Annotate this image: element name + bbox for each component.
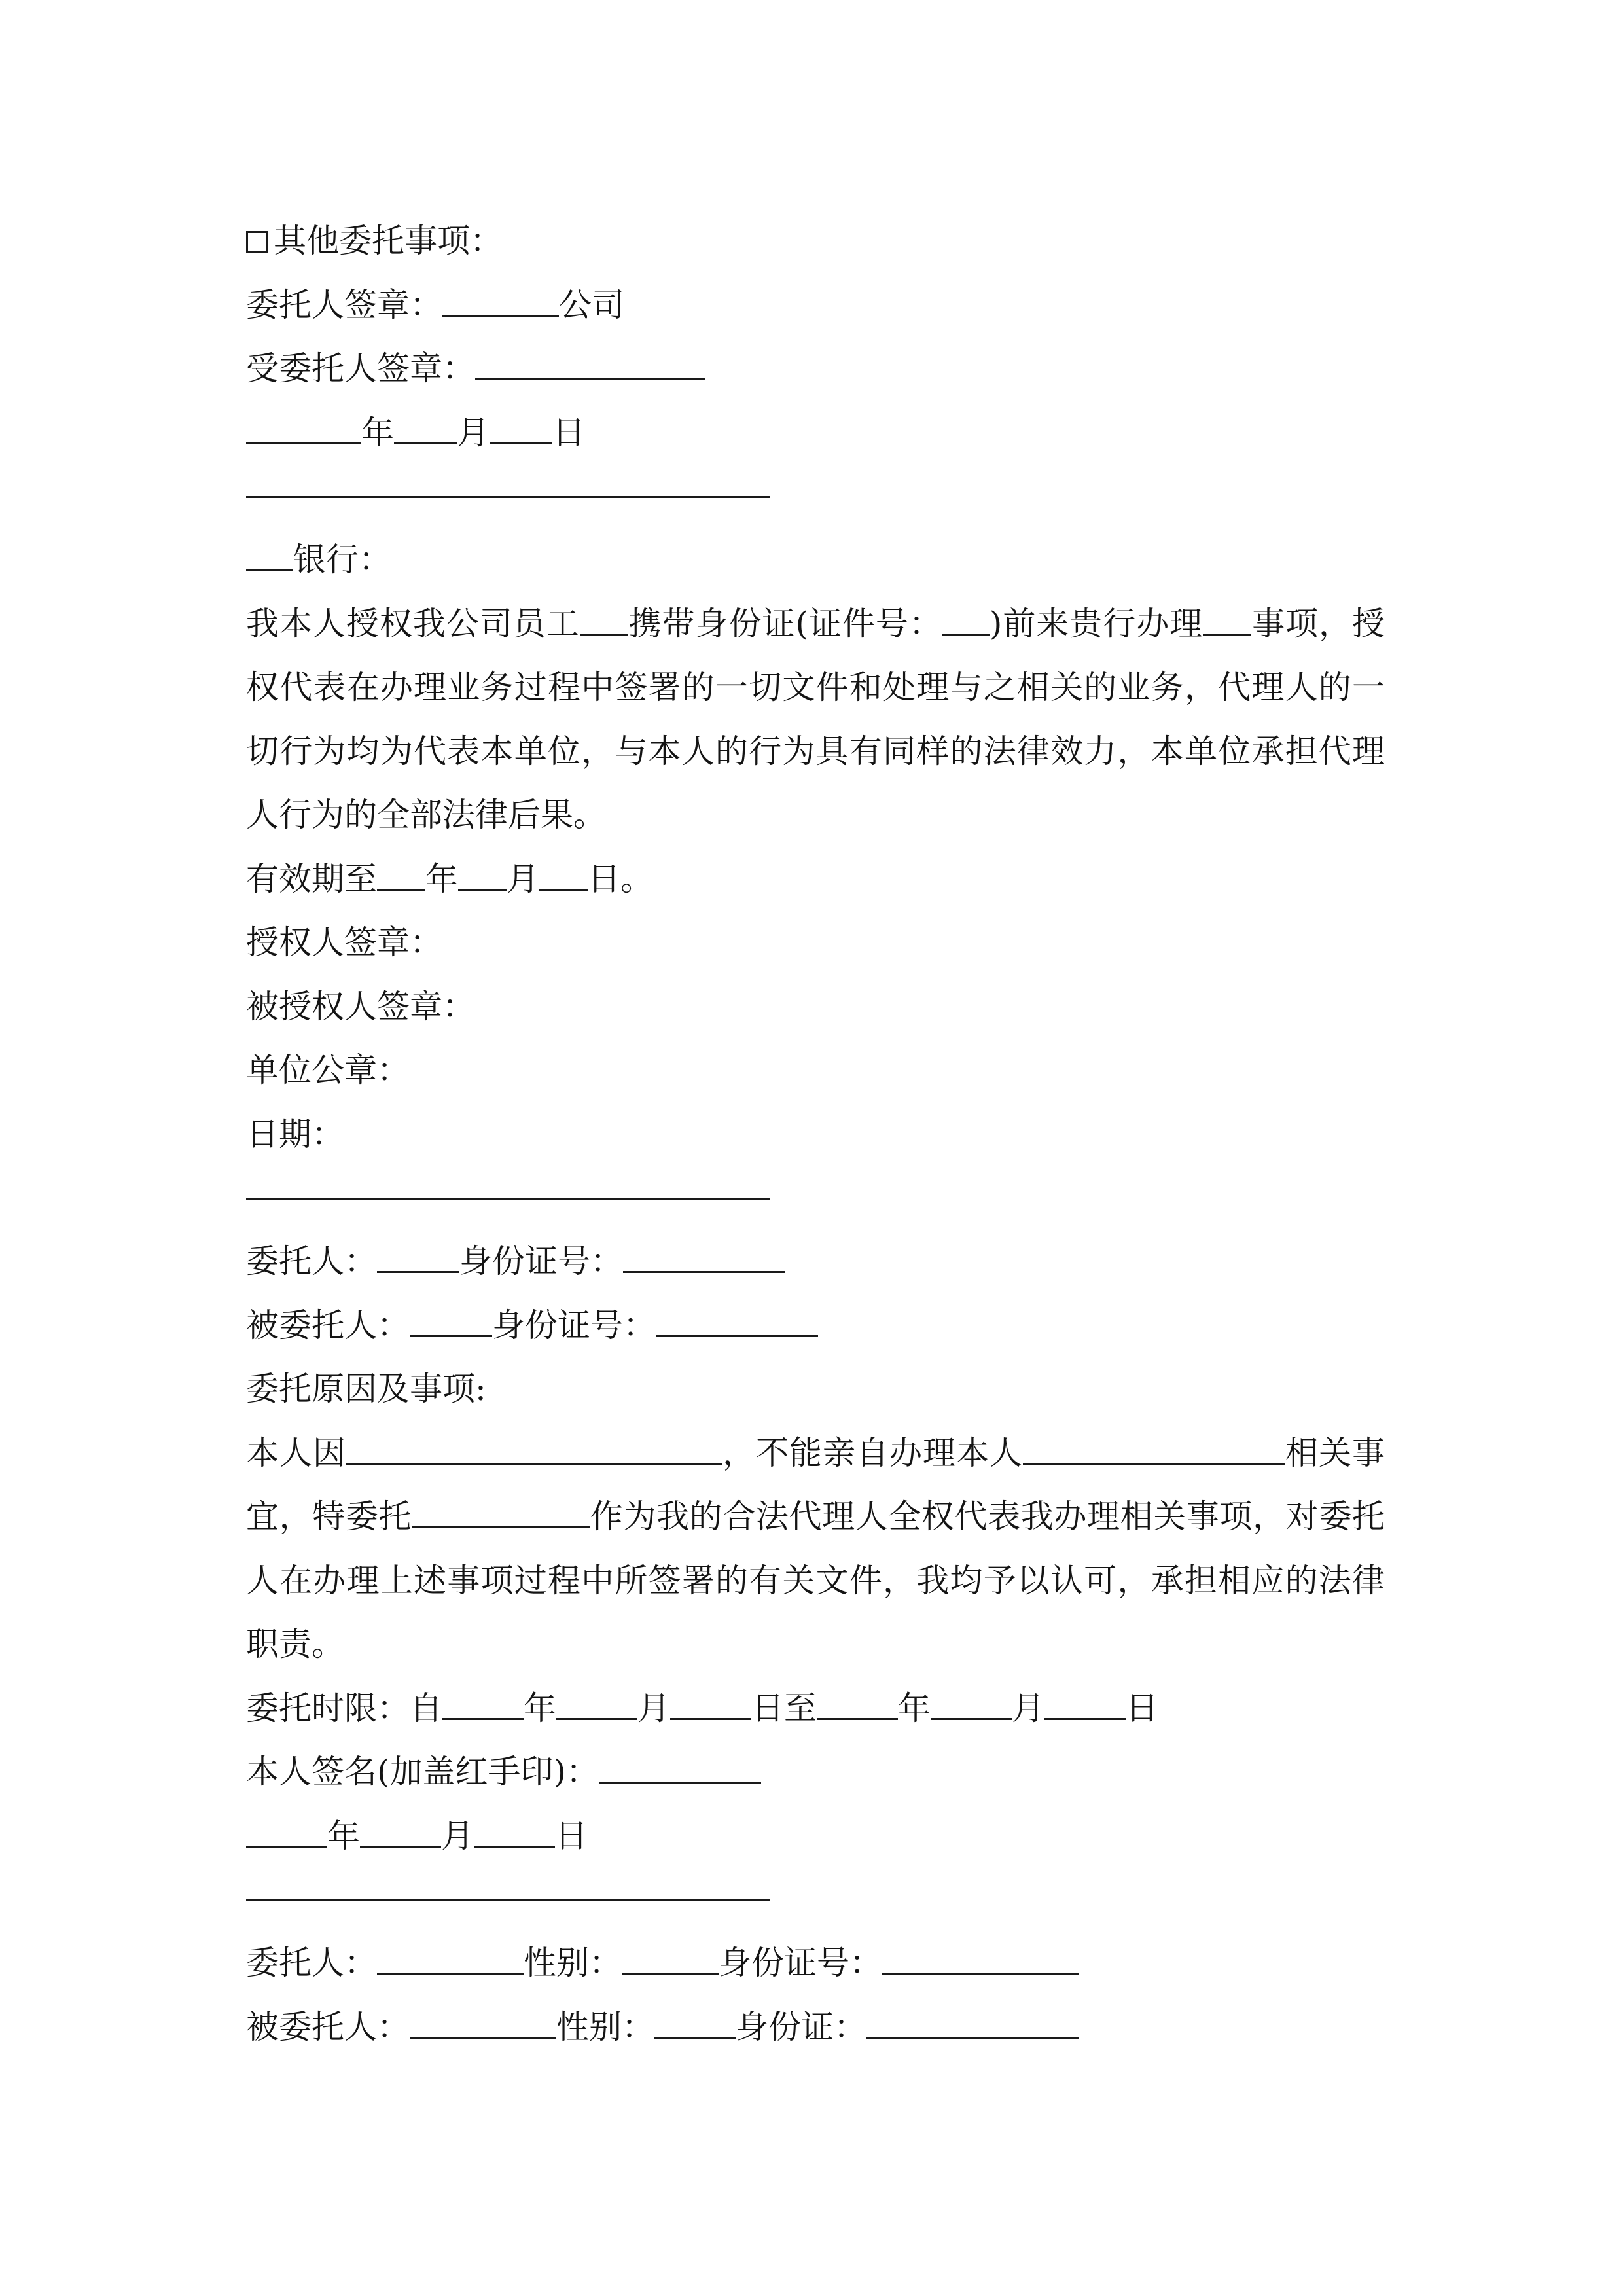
other-matters-label: 其他委托事项： — [274, 222, 503, 260]
blank-field[interactable] — [942, 610, 990, 636]
term-line — [246, 1677, 1385, 1741]
other-matters-line — [246, 209, 1385, 274]
gender-label: 性别： — [556, 2007, 654, 2046]
valid-until-label: 有效期至 — [246, 859, 377, 898]
blank-field[interactable] — [360, 1822, 441, 1848]
month-label: 月 — [507, 859, 539, 898]
unit-seal-label: 单位公章： — [246, 1051, 410, 1089]
blank-field[interactable] — [410, 2013, 556, 2039]
authorizer-sign-line — [246, 911, 1385, 975]
paragraph-text: 我本人授权我公司员工 — [246, 604, 580, 643]
agent-label: 被委托人： — [246, 2007, 410, 2046]
agent-sign-label: 受委托人签章： — [246, 350, 475, 387]
principal-sign-line — [246, 274, 1385, 338]
blank-field[interactable] — [622, 1949, 719, 1975]
blank-field[interactable] — [377, 1949, 524, 1975]
blank-field[interactable] — [539, 865, 588, 891]
section-divider — [246, 496, 770, 498]
year-label: 年 — [361, 413, 394, 452]
principal-line — [246, 1230, 1385, 1294]
agent-gender-line — [246, 1996, 1385, 2060]
day-label: 日。 — [588, 859, 653, 898]
entrustment-paragraph — [246, 1422, 1385, 1677]
principal-label: 委托人： — [246, 1242, 377, 1280]
blank-field[interactable] — [556, 1695, 637, 1720]
id-label: 身份证： — [736, 2007, 866, 2046]
blank-field[interactable] — [377, 865, 425, 891]
principal-label: 委托人： — [246, 1944, 377, 1982]
day-label: 日 — [555, 1816, 588, 1855]
blank-field[interactable] — [475, 355, 705, 380]
blank-field[interactable] — [866, 2013, 1079, 2039]
agent-label: 被委托人： — [246, 1306, 410, 1344]
paragraph-text: 本人因 — [246, 1433, 346, 1472]
valid-until-line — [246, 848, 1385, 912]
authorizer-sign-label: 授权人签章： — [246, 924, 442, 961]
day-to-label: 日至 — [751, 1689, 817, 1727]
paragraph-text: )前来贵行办理 — [989, 604, 1204, 643]
paragraph-text: 事项，授权代表在办理业务过程中签署的一切文件和处理与之相关的业务，代理人的一切行为均为代表本单位，与本人的行为具有同样的法律效力，本单位承担代理人行为的全部法律后果。 — [246, 604, 1385, 834]
blank-field[interactable] — [580, 610, 628, 636]
sign-date-line — [246, 1804, 1385, 1869]
blank-field[interactable] — [246, 419, 361, 444]
year-label: 年 — [425, 859, 458, 898]
blank-field[interactable] — [931, 1695, 1012, 1720]
paragraph-text: 携带身份证(证件号： — [628, 604, 942, 643]
blank-field[interactable] — [377, 1247, 459, 1273]
section-divider — [246, 1899, 770, 1901]
principal-gender-line — [246, 1931, 1385, 1996]
blank-field[interactable] — [1023, 1439, 1285, 1465]
blank-field[interactable] — [412, 1503, 590, 1528]
blank-field[interactable] — [817, 1695, 898, 1720]
signature-line — [246, 1740, 1385, 1804]
agent-line — [246, 1294, 1385, 1358]
paragraph-text: 作为我的合法代理人全权代表我办理相关事项，对委托人在办理上述事项过程中所签署的有关文件，我均予以认可，承担相应的法律职责。 — [246, 1498, 1385, 1663]
agent-sign-line — [246, 337, 1385, 401]
paragraph-text: ，不能亲自办理本人 — [722, 1433, 1023, 1472]
blank-field[interactable] — [442, 291, 559, 317]
month-label: 月 — [637, 1689, 670, 1727]
checkbox[interactable] — [246, 231, 268, 253]
year-label: 年 — [327, 1816, 360, 1855]
bank-line — [246, 528, 1385, 592]
month-label: 月 — [457, 413, 490, 452]
id-number-label: 身份证号： — [459, 1242, 623, 1280]
blank-field[interactable] — [656, 1312, 818, 1337]
blank-field[interactable] — [410, 1312, 492, 1337]
blank-field[interactable] — [246, 1822, 327, 1848]
year-label: 年 — [898, 1689, 931, 1727]
company-label: 公司 — [559, 285, 624, 324]
day-label: 日 — [1126, 1689, 1158, 1727]
reason-title: 委托原因及事项: — [246, 1370, 486, 1408]
blank-field[interactable] — [442, 1695, 524, 1720]
reason-title-line — [246, 1357, 1385, 1422]
principal-sign-label: 委托人签章： — [246, 285, 442, 324]
blank-field[interactable] — [1203, 610, 1251, 636]
id-number-label: 身份证号： — [492, 1306, 656, 1344]
document-content — [246, 209, 1385, 2059]
date-label: 日期： — [246, 1115, 344, 1153]
blank-field[interactable] — [458, 865, 507, 891]
unit-seal-line — [246, 1039, 1385, 1103]
blank-field[interactable] — [599, 1758, 761, 1784]
blank-field[interactable] — [346, 1439, 722, 1465]
blank-field[interactable] — [654, 2013, 736, 2039]
day-label: 日 — [552, 413, 585, 452]
authorized-sign-label: 被授权人签章： — [246, 987, 475, 1026]
blank-field[interactable] — [1044, 1695, 1126, 1720]
year-label: 年 — [524, 1689, 556, 1727]
authorized-sign-line — [246, 975, 1385, 1039]
term-label: 委托时限：自 — [246, 1689, 442, 1727]
blank-field[interactable] — [394, 419, 457, 444]
id-number-label: 身份证号： — [719, 1944, 882, 1982]
gender-label: 性别： — [524, 1944, 622, 1982]
blank-field[interactable] — [623, 1247, 785, 1273]
blank-field[interactable] — [670, 1695, 751, 1720]
paragraph-text: 相关事宜，特委托 — [246, 1433, 1385, 1535]
blank-field[interactable] — [246, 546, 293, 571]
date-label-line — [246, 1103, 1385, 1167]
signature-label: 本人签名(加盖红手印)： — [246, 1753, 599, 1791]
blank-field[interactable] — [474, 1822, 555, 1848]
blank-field[interactable] — [882, 1949, 1079, 1975]
authorization-paragraph — [246, 592, 1385, 848]
date-line — [246, 401, 1385, 465]
month-label: 月 — [1012, 1689, 1044, 1727]
bank-label: 银行： — [293, 541, 391, 579]
section-divider — [246, 1198, 770, 1200]
blank-field[interactable] — [490, 419, 552, 444]
month-label: 月 — [441, 1816, 474, 1855]
